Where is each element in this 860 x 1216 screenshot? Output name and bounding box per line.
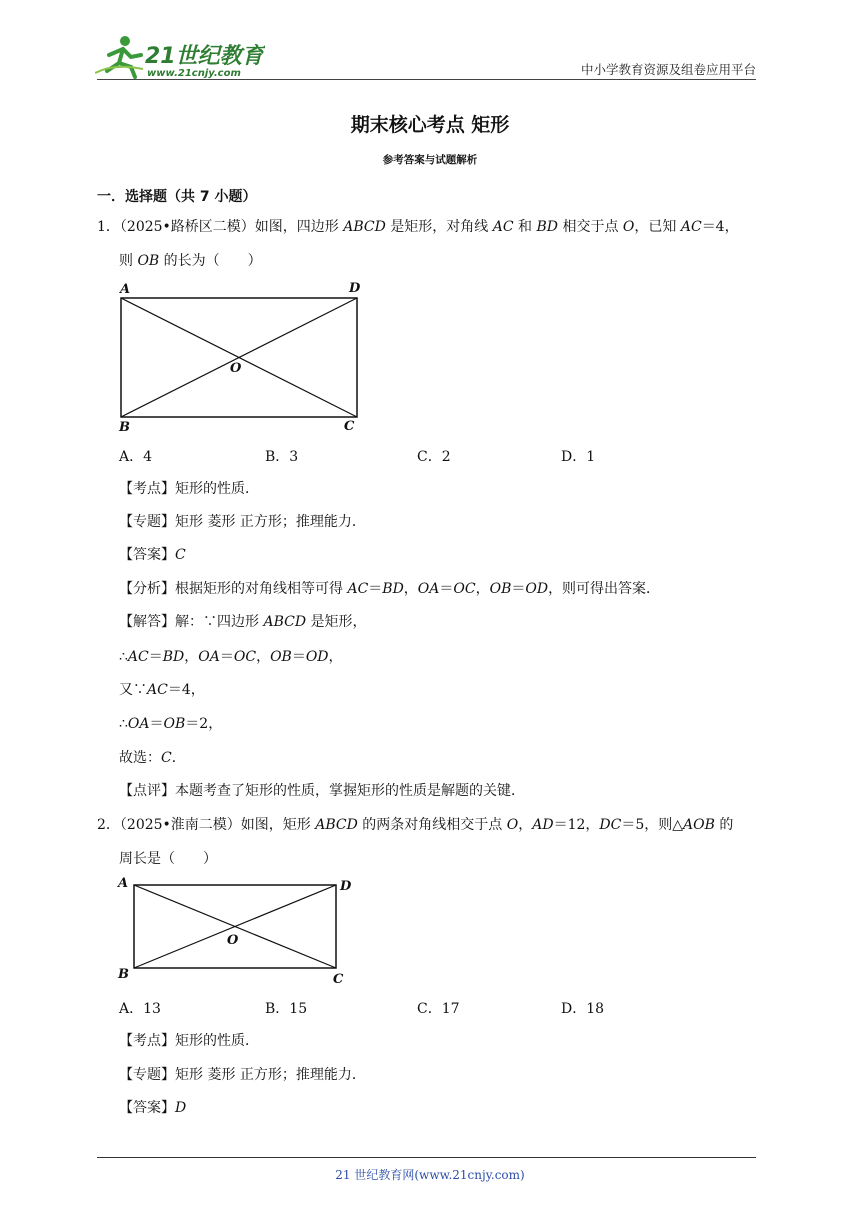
page-title: 期末核心考点 矩形 xyxy=(350,114,510,136)
q2-choice-b: B．15 xyxy=(265,1001,308,1017)
q1-choice-c: C．2 xyxy=(417,449,451,465)
footer-link[interactable]: 21 世纪教育网(www.21cnjy.com) xyxy=(335,1168,525,1182)
q1-label-a: A xyxy=(120,282,131,297)
q2-answer: 【答案】D xyxy=(119,1100,187,1116)
q1-step1: ∴AC＝BD，OA＝OC，OB＝OD， xyxy=(119,649,343,665)
header-platform-text: 中小学教育资源及组卷应用平台 xyxy=(580,62,756,77)
section-heading: 一．选择题（共 7 小题） xyxy=(97,189,257,205)
q2-label-o: O xyxy=(227,933,239,948)
q2-choice-d: D．18 xyxy=(561,1001,605,1017)
q1-dianping: 【点评】本题考查了矩形的性质，掌握矩形的性质是解题的关键． xyxy=(119,783,525,799)
logo-text: 21世纪教育 xyxy=(145,44,264,69)
q2-stem-line2: 周长是（ ） xyxy=(119,851,217,867)
q1-zhuanti: 【专题】矩形 菱形 正方形；推理能力． xyxy=(119,514,366,530)
runner-icon xyxy=(95,36,143,77)
q1-fenxi: 【分析】根据矩形的对角线相等可得 AC＝BD，OA＝OC，OB＝OD，则可得出答案． xyxy=(119,581,661,597)
logo-url: www.21cnjy.com xyxy=(147,68,241,79)
q1-step3: ∴OA＝OB＝2， xyxy=(119,716,223,732)
q2-choice-c: C．17 xyxy=(417,1001,460,1017)
q2-choice-a: A．13 xyxy=(119,1001,161,1017)
q1-label-d: D xyxy=(349,281,361,296)
footer-divider xyxy=(97,1157,756,1158)
q2-label-b: B xyxy=(118,967,129,982)
header-divider xyxy=(97,79,756,80)
q1-step4: 故选：C． xyxy=(119,750,186,766)
q1-stem-line2: 则 OB 的长为（ ） xyxy=(119,253,262,269)
q1-choice-a: A．4 xyxy=(119,449,153,465)
q1-label-o: O xyxy=(230,361,242,376)
q1-kaodian: 【考点】矩形的性质． xyxy=(119,481,259,497)
page-subtitle: 参考答案与试题解析 xyxy=(382,154,478,166)
q1-answer: 【答案】C xyxy=(119,547,186,563)
q2-kaodian: 【考点】矩形的性质． xyxy=(119,1033,259,1049)
site-logo xyxy=(95,33,265,81)
q1-label-c: C xyxy=(344,419,355,434)
q1-choice-b: B．3 xyxy=(265,449,299,465)
q1-jieda: 【解答】解：∵四边形 ABCD 是矩形， xyxy=(119,614,367,630)
q1-choice-d: D．1 xyxy=(561,449,596,465)
q1-figure xyxy=(112,278,372,436)
q2-zhuanti: 【专题】矩形 菱形 正方形；推理能力． xyxy=(119,1067,366,1083)
q1-stem-line1: 1．（2025•路桥区二模）如图，四边形 ABCD 是矩形，对角线 AC 和 BD 相交于点 O，已知 AC＝4， xyxy=(97,219,739,235)
q2-figure xyxy=(112,872,362,990)
q1-step2: 又∵AC＝4， xyxy=(119,682,205,698)
q2-label-d: D xyxy=(340,879,352,894)
q2-label-c: C xyxy=(333,972,344,987)
q2-label-a: A xyxy=(118,876,129,891)
q2-stem-line1: 2．（2025•淮南二模）如图，矩形 ABCD 的两条对角线相交于点 O，AD＝12，DC＝5，则△AOB 的 xyxy=(97,817,734,833)
q1-label-b: B xyxy=(119,420,130,435)
